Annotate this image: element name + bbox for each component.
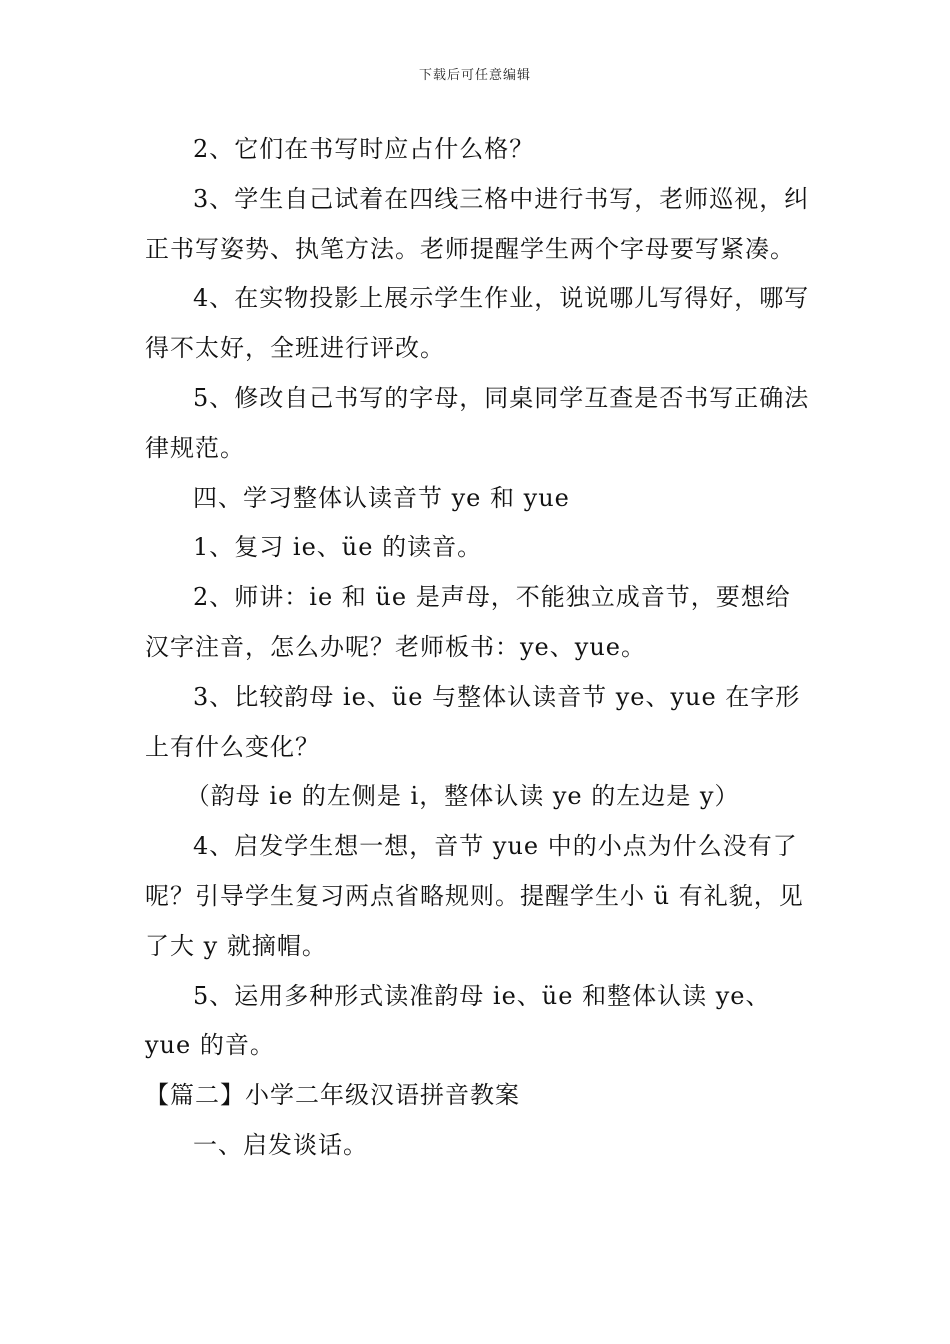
- article-title: 【篇二】小学二年级汉语拼音教案: [145, 1081, 520, 1110]
- paragraph: 2、它们在书写时应占什么格？: [193, 135, 535, 163]
- paragraph: 4、启发学生想一想，音节 yue 中的小点为什么没有了呢？引导学生复习两点省略规则。提醒学生小 ü 有礼貌，见了大 y 就摘帽。: [145, 832, 804, 960]
- page-header: 下载后可任意编辑: [418, 68, 531, 83]
- paragraph: 2、师讲：ie 和 üe 是声母，不能独立成音节，要想给汉字注音，怎么办呢？老师板书：ye、yue。: [145, 583, 791, 661]
- paragraph: 4、在实物投影上展示学生作业，说说哪儿写得好，哪写得不太好，全班进行评改。: [145, 284, 810, 363]
- paragraph: 3、比较韵母 ie、üe 与整体认读音节 ye、yue 在字形上有什么变化？: [145, 682, 801, 761]
- paragraph: 3、学生自己试着在四线三格中进行书写，老师巡视，纠正书写姿势、执笔方法。老师提醒学生两个字母要写紧凑。: [145, 184, 810, 263]
- paragraph: 1、复习 ie、üe 的读音。: [193, 533, 483, 562]
- section-heading: 四、学习整体认读音节 ye 和 yue: [193, 483, 570, 512]
- section-heading: 一、启发谈话。: [193, 1130, 368, 1159]
- paragraph: 5、修改自己书写的字母，同桌同学互查是否书写正确法律规范。: [145, 383, 810, 462]
- paragraph: 5、运用多种形式读准韵母 ie、üe 和整体认读 ye、yue 的音。: [145, 981, 771, 1060]
- parenthetical-note: （韵母 ie 的左侧是 i，整体认读 ye 的左边是 y）: [185, 782, 740, 811]
- document-body: [145, 125, 810, 1171]
